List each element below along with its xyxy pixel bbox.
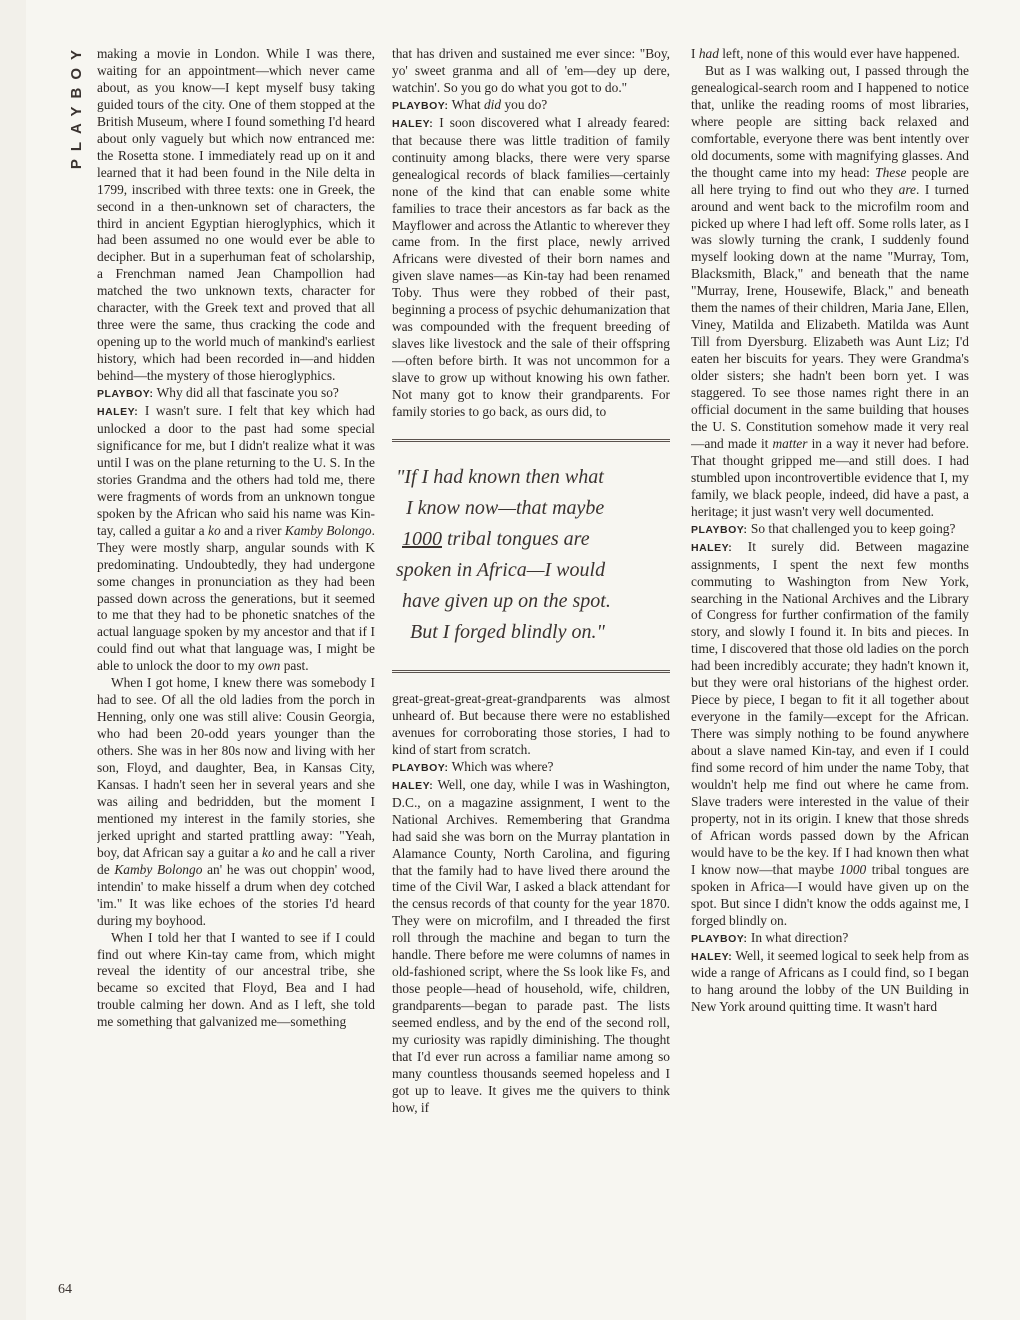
answer-text: past. (280, 658, 309, 674)
paragraph-text: left, none of this would ever have happened. (718, 46, 960, 61)
interview-question (392, 97, 670, 115)
speaker-label: PLAYBOY: (392, 99, 449, 112)
speaker-label: PLAYBOY: (691, 932, 748, 945)
answer-text: I wasn't sure. I felt that key which had unlocked a door to the past had some special significance for me, but I didn't realize what it was until I was on the plane returning to the U. S. In the stories Grandma and the others had told me, there were fragments of words from an unknown tongue spoken by the African who said his name was Kin-tay, called a guitar a (97, 403, 375, 538)
answer-text: Well, one day, while I was in Washington, D.C., on a magazine assignment, I went to the National Archives. Remembering that Grandma had said she was born on the Murray plantation in Alamance County, North Carolina, and figuring that the family had to have lived there around the time of the Civil War, I asked a black attendant for the census records of that county for the year 1870. They were on microfilm, and I threaded the first roll through the machine and began to turn the handle. There before me were columns of names in old-fashioned script, where the Ss look like Fs, and those people—head of household, wife, children, grandparents—began to parade past. The lists seemed endless, and by the end of the second roll, my curiosity was rapidly diminishing. The thought that I'd ever run across a familiar name among so many countless thousands seemed hopeless and I got up to leave. It gives me the quivers to think how, if (392, 776, 670, 1115)
interview-answer (97, 403, 375, 675)
pull-quote-text: tribal tongues are (442, 527, 590, 550)
question-text: What (451, 96, 484, 112)
paragraph: When I told her that I wanted to see if I could find out where Kin-tay came from, which might reveal the identity of our ancestral tribe, she became so excited that Floyd, Bea and I had trouble calming her down. And as I left, she told me something that galvanized me—something (97, 929, 375, 1030)
italic-term: These (875, 164, 907, 180)
paragraph-text: I (691, 46, 699, 61)
paragraph-text: and he call a river de (97, 844, 375, 877)
paragraph-text: an' he was out choppin' wood, intendin' to make hisself a drum when dey cotched 'im." It was like echoes of the stories I'd heard during my boyhood. (97, 861, 375, 928)
speaker-label: PLAYBOY: (97, 388, 154, 401)
interview-answer (691, 948, 969, 1017)
page-number: 64 (58, 1282, 72, 1297)
question-text: In what direction? (750, 929, 849, 945)
paragraph-text: . I turned around and went back to the microfilm room and picked up where I had left off. Some rolls later, as I was slowly turning the crank, I suddenly found myself looking down at the name "Murray, Tom, Blacksmith, Black," and beneath that the name "Murray, Irene, Housewife, Black," and beneath them the names of their children, Maria Jane, Ellen, Viney, Matilda and Elizabeth. Matilda was Aunt Till from Dyersburg. Elizabeth was Aunt Liz; I'd eaten her biscuits for years. They were Grandma's older sisters; she hadn't been born yet. I was staggered. To see those names right there in an official document in the same building that houses the U. S. Constitution somehow made it very real—and made it (691, 181, 969, 451)
speaker-label: HALEY: (691, 541, 733, 554)
speaker-label: HALEY: (97, 406, 139, 419)
italic-term: matter (772, 435, 808, 451)
question-text: you do? (501, 96, 548, 112)
italic-term: did (483, 96, 502, 112)
paragraph (691, 63, 969, 521)
italic-term: ko (262, 844, 275, 860)
interview-question (97, 385, 375, 403)
interview-question (691, 521, 969, 539)
answer-text: . They were mostly sharp, angular sounds with K predominating. Undoubtedly, they had undergone some changes in pronunciation as they had been passed down across the generations, but it seemed to me that they had to be phonetic snatches of the actual language spoken by my ancestor and that if I could find out what that language was, I might be able to unlock the door to my (97, 522, 375, 674)
italic-term: own (258, 658, 281, 674)
text-column-3 (691, 46, 969, 1286)
pull-quote-line: have given up on the spot. (402, 589, 611, 612)
paragraph: that has driven and sustained me ever since: "Boy, yo' sweet granma and all of 'em—dey up dere, watchin'. So you go do what you got to do." (392, 46, 670, 95)
italic-term: are (898, 181, 916, 197)
interview-answer (392, 777, 670, 1117)
speaker-label: PLAYBOY: (392, 761, 449, 774)
interview-answer (392, 115, 670, 421)
pull-quote (392, 439, 670, 673)
italic-term: had (698, 46, 719, 61)
answer-text: It surely did. Between magazine assignments, I spent the next few months commuting to Washington from New York, searching in the National Archives and the Library of Congress for further confirmation of the family story, and slowly I found it. In bits and pieces. In time, I discovered that those old ladies on the porch had been incredibly accurate; they hadn't known it, but they were oral historians of the highest order. Piece by piece, I began to fit it all together about everyone in the family—except for the African. There was simply nothing to be found anywhere about a slave named Kin-tay, and even if I could find some record of him under the name Toby, that wouldn't help me find out where he came from. Slave traders were interested in the value of their property, not in its origin. I knew that those shreds of African words passed down by the African would have to be the key. If I had known then what I know now—that maybe (691, 538, 969, 877)
paragraph-text: in a way it never had before. That thought gripped me—and still does. I had stumbled upon incontrovertible evidence that I, my family, we black people, indeed, did have a past, a heritage; it just wasn't very well documented. (691, 435, 969, 519)
paragraph: great-great-great-great-grandparents was almost unheard of. But because there were no established avenues for corroborating those stories, I had to kind of start from scratch. (392, 690, 670, 757)
italic-term: ko (208, 522, 221, 538)
interview-answer (691, 539, 969, 930)
pull-quote-line: spoken in Africa—I would (396, 558, 606, 581)
magazine-page (26, 0, 1020, 1320)
interview-question (691, 930, 969, 948)
italic-term: 1000 (839, 861, 867, 877)
question-text: Which was where? (451, 758, 554, 774)
answer-text: Well, it seemed logical to seek help from as wide a range of Africans as I could find, so I began to hang around the lobby of the UN Building in New York around quitting time. It wasn't hard (691, 947, 969, 1015)
paragraph-text: people are all here trying to find out who they (691, 164, 969, 197)
text-column-1 (97, 46, 375, 1286)
paragraph (691, 46, 969, 63)
paragraph (97, 675, 375, 929)
question-text: So that challenged you to keep going? (750, 520, 956, 536)
text-column-2 (392, 46, 670, 1286)
paragraph: making a movie in London. While I was there, waiting for an appointment—which never came about, as you know—I kept myself busy taking guided tours of the city. One of them stopped at the British Museum, where I found something I'd heard about only vaguely but which now entranced me: the Rosetta stone. I immediately read up on it and learned that it had been found in the Nile delta in 1799, inscribed with three texts: one in Greek, the second in a then-unknown set of characters, the third in ancient Egyptian hieroglyphics, which it had been assumed no one would ever be able to decipher. But in a superhuman feat of scholarship, a Frenchman named Jean Champollion had matched the two unknown texts, character for character, with the Greek text and proved that all three were the same, thus cracking the code and opening up to the world much of mankind's earliest history, which had been recorded in—and hidden behind—the mystery of those hieroglyphics. (97, 46, 375, 384)
italic-term: Kamby Bolongo (114, 861, 203, 877)
paragraph-text: But as I was walking out, I passed through the genealogical-search room and I happened to notice that, unlike the reading rooms of most libraries, where people are sitting back relaxed and comfortable, everyone there was bent intently over old documents, some with magnifying glasses. And the thought came into my head: (691, 62, 969, 180)
interview-question (392, 759, 670, 777)
pull-quote-line: "If I had known then what (396, 465, 604, 488)
pull-quote-number: 1000 (402, 527, 442, 550)
paragraph-text: When I got home, I knew there was somebody I had to see. Of all the old ladies from the porch in Henning, only one was still alive: Cousin Georgia, who had been 20-odd years younger than the others. She was in her 80s now and living with her son, Floyd, and daughter, Bea, in Kansas City, Kansas. I hadn't seen her in several years and she was ailing and bedridden, but the moment I mentioned my interest in the family stories, she jerked upright and started prattling away: "Yeah, boy, dat African say a guitar a (97, 675, 375, 860)
magazine-masthead: PLAYBOY (68, 42, 85, 170)
answer-text: I soon discovered what I already feared: that because there was little tradition of family continuity among blacks, there were very sparse genealogical records of black families—certainly none of the kind that can enable some white families to trace their ancestors as far back as the Mayflower and across the Atlantic to wherever they came from. In the first place, newly arrived Africans were divested of their born names and given slave names—as Kin-tay had been renamed Toby. Thus were they robbed of their past, beginning a process of psychic dehumanization that was compounded with the frequent breeding of slaves like livestock and the sale of their offspring—often before birth. It was not uncommon for a slave to grow up without knowing his own father. Not many got to know their grandparents. For family stories to go back, as ours did, to (392, 114, 670, 420)
speaker-label: HALEY: (392, 117, 434, 130)
italic-term: Kamby Bolongo (284, 522, 372, 538)
question-text: Why did all that fascinate you so? (156, 385, 339, 401)
answer-text: and a river (220, 522, 285, 538)
speaker-label: PLAYBOY: (691, 523, 748, 536)
speaker-label: HALEY: (691, 950, 733, 963)
answer-text: tribal tongues are spoken in Africa—I would have given up on the spot. But since I didn't know the odds against me, I forged blindly on. (691, 861, 969, 928)
speaker-label: HALEY: (392, 779, 434, 792)
pull-quote-line: I know now—that maybe (406, 496, 605, 519)
pull-quote-line: But I forged blindly on." (410, 620, 605, 643)
pull-quote-line (396, 524, 664, 555)
